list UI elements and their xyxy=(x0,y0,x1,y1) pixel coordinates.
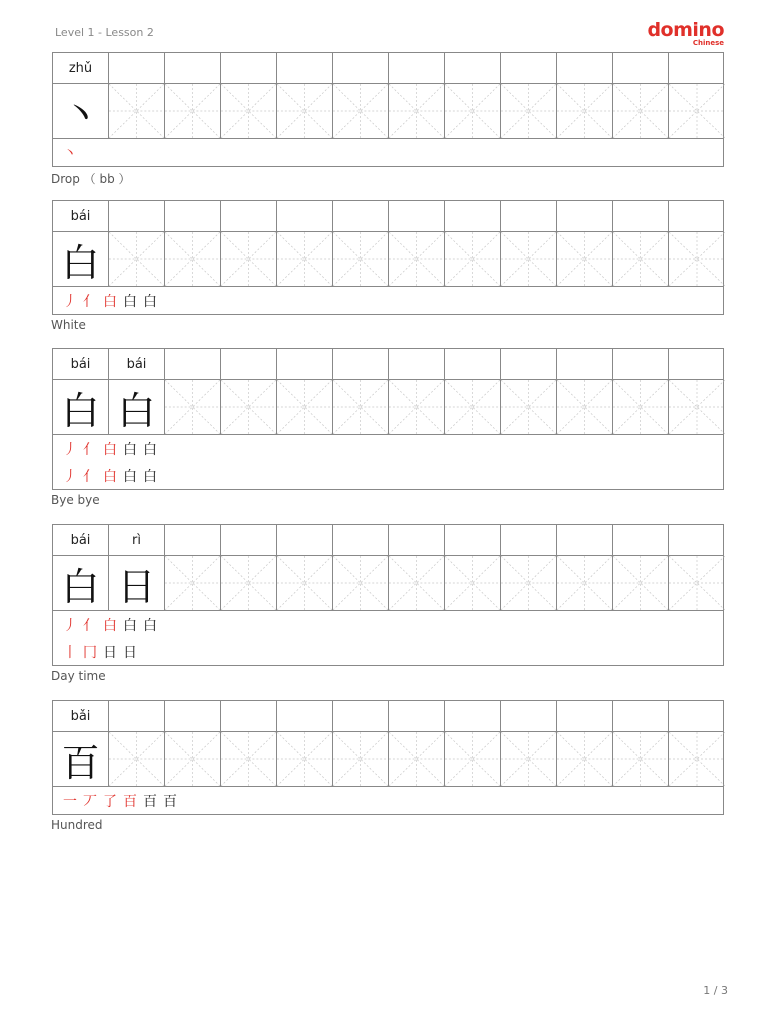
tian-grid-guide xyxy=(165,732,220,786)
stroke-step: 冂 xyxy=(83,644,97,661)
stroke-step: 丿 xyxy=(63,468,77,485)
pinyin-practice-cell[interactable] xyxy=(277,701,333,731)
stroke-step: 日 xyxy=(103,644,117,661)
tian-grid-guide xyxy=(389,556,444,610)
pinyin-practice-cell[interactable] xyxy=(501,201,557,231)
character-practice-cell[interactable] xyxy=(277,380,333,434)
stroke-step: 白 xyxy=(123,293,137,310)
stroke-step: 白 xyxy=(143,617,157,634)
pinyin-label: bái xyxy=(109,349,165,379)
pinyin-practice-cell[interactable] xyxy=(445,53,501,83)
character-practice-cell[interactable] xyxy=(277,84,333,138)
practice-grid xyxy=(52,348,724,490)
stroke-step: 白 xyxy=(143,468,157,485)
tian-grid-guide xyxy=(277,556,332,610)
tian-grid-guide xyxy=(333,732,388,786)
character-practice-cell[interactable] xyxy=(165,556,221,610)
pinyin-practice-cell[interactable] xyxy=(165,349,221,379)
stroke-step: 亻 xyxy=(83,468,97,485)
tian-grid-guide xyxy=(557,232,612,286)
pinyin-practice-cell[interactable] xyxy=(165,53,221,83)
character-practice-cell[interactable] xyxy=(333,232,389,286)
pinyin-label: bái xyxy=(53,349,109,379)
pinyin-practice-cell[interactable] xyxy=(557,201,613,231)
tian-grid-guide xyxy=(389,232,444,286)
pinyin-practice-cell[interactable] xyxy=(277,201,333,231)
pinyin-practice-cell[interactable] xyxy=(669,201,725,231)
tian-grid-guide xyxy=(333,232,388,286)
stroke-order-line xyxy=(53,462,723,489)
model-character: 丶 xyxy=(53,84,109,138)
practice-section xyxy=(52,348,724,507)
pinyin-practice-cell[interactable] xyxy=(221,53,277,83)
stroke-step: 一 xyxy=(63,793,77,810)
tian-grid-guide xyxy=(445,232,500,286)
tian-grid-guide xyxy=(501,232,556,286)
character-practice-cell[interactable] xyxy=(613,380,669,434)
pinyin-practice-cell[interactable] xyxy=(613,201,669,231)
character-practice-cell[interactable] xyxy=(669,556,725,610)
tian-grid-guide xyxy=(277,84,332,138)
character-row xyxy=(53,84,723,139)
character-practice-cell[interactable] xyxy=(669,232,725,286)
character-practice-cell[interactable] xyxy=(557,232,613,286)
tian-grid-guide xyxy=(613,232,668,286)
pinyin-practice-cell[interactable] xyxy=(389,701,445,731)
stroke-step: 白 xyxy=(143,441,157,458)
pinyin-practice-cell[interactable] xyxy=(445,201,501,231)
tian-grid-guide xyxy=(557,84,612,138)
stroke-order-line xyxy=(53,287,723,314)
stroke-order-line xyxy=(53,139,723,166)
stroke-step: 百 xyxy=(123,793,137,810)
stroke-order-line xyxy=(53,638,723,665)
character-practice-cell[interactable] xyxy=(445,732,501,786)
character-row xyxy=(53,232,723,287)
pinyin-practice-cell[interactable] xyxy=(389,349,445,379)
practice-grid xyxy=(52,700,724,815)
character-practice-cell[interactable] xyxy=(613,232,669,286)
character-practice-cell[interactable] xyxy=(669,732,725,786)
pinyin-practice-cell[interactable] xyxy=(165,701,221,731)
stroke-step: 白 xyxy=(123,441,137,458)
character-practice-cell[interactable] xyxy=(613,732,669,786)
stroke-step: 日 xyxy=(123,644,137,661)
stroke-order-line xyxy=(53,435,723,462)
stroke-step: 白 xyxy=(103,617,117,634)
stroke-step: 了 xyxy=(103,793,117,810)
tian-grid-guide xyxy=(221,732,276,786)
pinyin-practice-cell[interactable] xyxy=(333,701,389,731)
tian-grid-guide xyxy=(501,380,556,434)
pinyin-row xyxy=(53,53,723,84)
character-practice-cell[interactable] xyxy=(165,84,221,138)
tian-grid-guide xyxy=(333,84,388,138)
pinyin-row xyxy=(53,701,723,732)
tian-grid-guide xyxy=(669,380,725,434)
pinyin-label: bái xyxy=(53,201,109,231)
practice-section xyxy=(52,52,724,187)
tian-grid-guide xyxy=(165,84,220,138)
pinyin-practice-cell[interactable] xyxy=(277,349,333,379)
pinyin-practice-cell[interactable] xyxy=(333,349,389,379)
tian-grid-guide xyxy=(613,380,668,434)
pinyin-label: bǎi xyxy=(53,701,109,731)
tian-grid-guide xyxy=(221,380,276,434)
character-practice-cell[interactable] xyxy=(221,84,277,138)
tian-grid-guide xyxy=(501,556,556,610)
pinyin-practice-cell[interactable] xyxy=(389,525,445,555)
pinyin-practice-cell[interactable] xyxy=(669,525,725,555)
pinyin-practice-cell[interactable] xyxy=(109,53,165,83)
character-practice-cell[interactable] xyxy=(333,556,389,610)
pinyin-practice-cell[interactable] xyxy=(613,701,669,731)
pinyin-label: bái xyxy=(53,525,109,555)
pinyin-practice-cell[interactable] xyxy=(333,525,389,555)
tian-grid-guide xyxy=(389,380,444,434)
character-row xyxy=(53,556,723,611)
stroke-step: 百 xyxy=(163,793,177,810)
tian-grid-guide xyxy=(445,380,500,434)
meaning-label: White xyxy=(51,318,86,332)
meaning-label: Drop （ bb ） xyxy=(51,172,131,186)
page-number: 1 / 3 xyxy=(703,984,728,997)
character-practice-cell[interactable] xyxy=(221,380,277,434)
meaning-label: Bye bye xyxy=(51,493,100,507)
meaning-label: Hundred xyxy=(51,818,103,832)
stroke-step: 亻 xyxy=(83,441,97,458)
character-practice-cell[interactable] xyxy=(389,84,445,138)
stroke-step: 丆 xyxy=(83,793,97,810)
model-character: 白 xyxy=(53,556,109,610)
practice-section xyxy=(52,700,724,832)
character-practice-cell[interactable] xyxy=(445,232,501,286)
character-practice-cell[interactable] xyxy=(501,732,557,786)
tian-grid-guide xyxy=(165,556,220,610)
pinyin-practice-cell[interactable] xyxy=(501,349,557,379)
tian-grid-guide xyxy=(333,380,388,434)
meaning-label: Day time xyxy=(51,669,106,683)
character-practice-cell[interactable] xyxy=(109,232,165,286)
practice-grid xyxy=(52,524,724,666)
pinyin-practice-cell[interactable] xyxy=(221,201,277,231)
pinyin-label: rì xyxy=(109,525,165,555)
pinyin-practice-cell[interactable] xyxy=(501,525,557,555)
character-practice-cell[interactable] xyxy=(445,380,501,434)
character-practice-cell[interactable] xyxy=(333,380,389,434)
stroke-step: 丿 xyxy=(63,293,77,310)
character-practice-cell[interactable] xyxy=(277,556,333,610)
character-practice-cell[interactable] xyxy=(221,732,277,786)
tian-grid-guide xyxy=(165,380,220,434)
pinyin-practice-cell[interactable] xyxy=(669,349,725,379)
character-practice-cell[interactable] xyxy=(165,732,221,786)
character-practice-cell[interactable] xyxy=(557,84,613,138)
character-practice-cell[interactable] xyxy=(613,556,669,610)
stroke-step: 白 xyxy=(123,468,137,485)
character-practice-cell[interactable] xyxy=(501,380,557,434)
tian-grid-guide xyxy=(669,732,725,786)
model-character: 日 xyxy=(109,556,165,610)
pinyin-practice-cell[interactable] xyxy=(669,701,725,731)
character-practice-cell[interactable] xyxy=(277,732,333,786)
character-practice-cell[interactable] xyxy=(669,380,725,434)
pinyin-practice-cell[interactable] xyxy=(389,53,445,83)
practice-section xyxy=(52,524,724,683)
character-practice-cell[interactable] xyxy=(557,380,613,434)
pinyin-practice-cell[interactable] xyxy=(165,201,221,231)
tian-grid-guide xyxy=(333,556,388,610)
tian-grid-guide xyxy=(109,84,164,138)
character-practice-cell[interactable] xyxy=(109,732,165,786)
model-character: 白 xyxy=(53,232,109,286)
character-practice-cell[interactable] xyxy=(389,556,445,610)
tian-grid-guide xyxy=(669,84,725,138)
pinyin-practice-cell[interactable] xyxy=(333,53,389,83)
tian-grid-guide xyxy=(165,232,220,286)
character-practice-cell[interactable] xyxy=(669,84,725,138)
tian-grid-guide xyxy=(501,84,556,138)
pinyin-practice-cell[interactable] xyxy=(389,201,445,231)
tian-grid-guide xyxy=(557,380,612,434)
tian-grid-guide xyxy=(557,732,612,786)
character-practice-cell[interactable] xyxy=(221,232,277,286)
tian-grid-guide xyxy=(445,84,500,138)
tian-grid-guide xyxy=(501,732,556,786)
tian-grid-guide xyxy=(277,232,332,286)
pinyin-practice-cell[interactable] xyxy=(557,525,613,555)
stroke-order-line xyxy=(53,787,723,814)
pinyin-practice-cell[interactable] xyxy=(501,53,557,83)
stroke-step: 丶 xyxy=(63,145,77,162)
character-practice-cell[interactable] xyxy=(557,732,613,786)
tian-grid-guide xyxy=(613,732,668,786)
practice-grid xyxy=(52,200,724,315)
stroke-step: 亻 xyxy=(83,293,97,310)
pinyin-practice-cell[interactable] xyxy=(277,525,333,555)
model-character: 白 xyxy=(53,380,109,434)
tian-grid-guide xyxy=(557,556,612,610)
tian-grid-guide xyxy=(445,556,500,610)
character-practice-cell[interactable] xyxy=(557,556,613,610)
stroke-order-line xyxy=(53,611,723,638)
character-row xyxy=(53,732,723,787)
character-practice-cell[interactable] xyxy=(109,84,165,138)
stroke-step: 白 xyxy=(103,468,117,485)
tian-grid-guide xyxy=(389,732,444,786)
tian-grid-guide xyxy=(221,556,276,610)
pinyin-practice-cell[interactable] xyxy=(557,53,613,83)
practice-grid xyxy=(52,52,724,167)
stroke-step: 白 xyxy=(123,617,137,634)
character-practice-cell[interactable] xyxy=(389,380,445,434)
character-practice-cell[interactable] xyxy=(389,232,445,286)
character-practice-cell[interactable] xyxy=(165,380,221,434)
pinyin-practice-cell[interactable] xyxy=(613,525,669,555)
pinyin-practice-cell[interactable] xyxy=(221,525,277,555)
stroke-step: 白 xyxy=(103,441,117,458)
pinyin-practice-cell[interactable] xyxy=(109,701,165,731)
character-practice-cell[interactable] xyxy=(333,732,389,786)
pinyin-practice-cell[interactable] xyxy=(445,349,501,379)
pinyin-row xyxy=(53,525,723,556)
pinyin-practice-cell[interactable] xyxy=(333,201,389,231)
pinyin-practice-cell[interactable] xyxy=(277,53,333,83)
model-character: 百 xyxy=(53,732,109,786)
pinyin-practice-cell[interactable] xyxy=(613,349,669,379)
stroke-step: 白 xyxy=(143,293,157,310)
tian-grid-guide xyxy=(277,732,332,786)
character-practice-cell[interactable] xyxy=(445,556,501,610)
tian-grid-guide xyxy=(669,556,725,610)
pinyin-practice-cell[interactable] xyxy=(445,525,501,555)
tian-grid-guide xyxy=(221,232,276,286)
model-character: 白 xyxy=(109,380,165,434)
tian-grid-guide xyxy=(277,380,332,434)
pinyin-row xyxy=(53,349,723,380)
tian-grid-guide xyxy=(613,84,668,138)
tian-grid-guide xyxy=(109,732,164,786)
logo-wordmark: domino xyxy=(647,19,724,41)
character-row xyxy=(53,380,723,435)
stroke-step: 丿 xyxy=(63,617,77,634)
character-practice-cell[interactable] xyxy=(333,84,389,138)
tian-grid-guide xyxy=(109,232,164,286)
pinyin-practice-cell[interactable] xyxy=(221,349,277,379)
character-practice-cell[interactable] xyxy=(445,84,501,138)
tian-grid-guide xyxy=(389,84,444,138)
character-practice-cell[interactable] xyxy=(501,232,557,286)
pinyin-practice-cell[interactable] xyxy=(501,701,557,731)
character-practice-cell[interactable] xyxy=(389,732,445,786)
tian-grid-guide xyxy=(221,84,276,138)
stroke-step: 亻 xyxy=(83,617,97,634)
character-practice-cell[interactable] xyxy=(221,556,277,610)
character-practice-cell[interactable] xyxy=(501,556,557,610)
stroke-step: 百 xyxy=(143,793,157,810)
domino-logo xyxy=(638,20,724,48)
character-practice-cell[interactable] xyxy=(613,84,669,138)
character-practice-cell[interactable] xyxy=(165,232,221,286)
pinyin-practice-cell[interactable] xyxy=(165,525,221,555)
pinyin-practice-cell[interactable] xyxy=(613,53,669,83)
pinyin-practice-cell[interactable] xyxy=(109,201,165,231)
stroke-step: 白 xyxy=(103,293,117,310)
tian-grid-guide xyxy=(613,556,668,610)
pinyin-practice-cell[interactable] xyxy=(557,349,613,379)
pinyin-row xyxy=(53,201,723,232)
character-practice-cell[interactable] xyxy=(501,84,557,138)
tian-grid-guide xyxy=(445,732,500,786)
pinyin-practice-cell[interactable] xyxy=(221,701,277,731)
stroke-step: 丿 xyxy=(63,441,77,458)
pinyin-practice-cell[interactable] xyxy=(445,701,501,731)
tian-grid-guide xyxy=(669,232,725,286)
pinyin-practice-cell[interactable] xyxy=(669,53,725,83)
practice-section xyxy=(52,200,724,332)
pinyin-practice-cell[interactable] xyxy=(557,701,613,731)
stroke-step: 丨 xyxy=(63,644,77,661)
pinyin-label: zhǔ xyxy=(53,53,109,83)
lesson-title: Level 1 - Lesson 2 xyxy=(55,26,154,39)
character-practice-cell[interactable] xyxy=(277,232,333,286)
logo-subtitle: Chinese xyxy=(692,39,724,47)
